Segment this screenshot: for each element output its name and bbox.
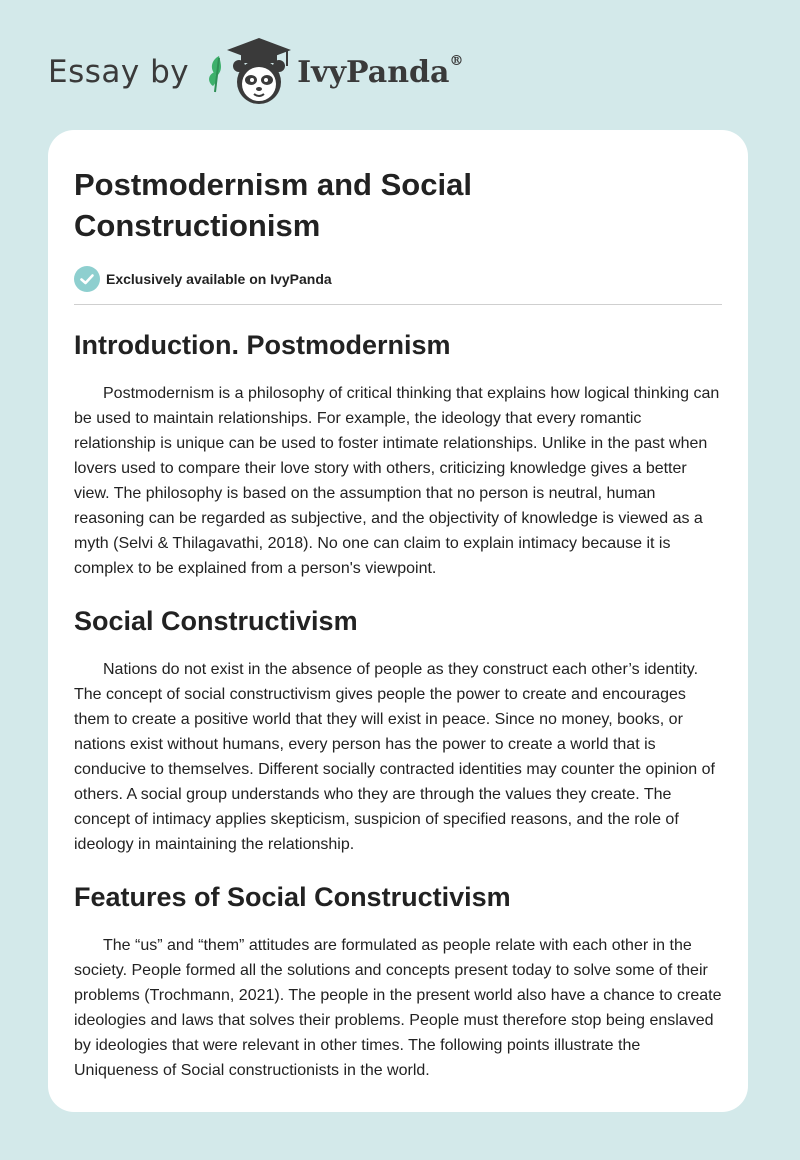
- essay-title: Postmodernism and Social Constructionism: [74, 167, 472, 243]
- site-header: [48, 36, 463, 108]
- section-paragraph: The “us” and “them” attitudes are formulated as people relate with each other in the society. People formed all the solutions and concepts present today to solve some of their problems (Trochmann, 2021). The people in the present world also have a chance to create ideologies and laws that solves their problems. People must therefore stop being enslaved by ideologies that were relevant in other times. The following points illustrate the Uniqueness of Social constructionists in the world.: [74, 937, 722, 1079]
- brand-name[interactable]: IvyPanda®: [297, 52, 464, 90]
- section-heading: Introduction. Postmodernism: [74, 330, 451, 360]
- panda-logo-icon[interactable]: [203, 36, 295, 108]
- check-circle-icon: [74, 266, 100, 292]
- divider: [74, 304, 722, 305]
- section-heading: Social Constructivism: [74, 606, 358, 636]
- exclusive-badge: [74, 266, 722, 292]
- exclusive-badge-label: Exclusively available on IvyPanda: [106, 271, 332, 287]
- essay-card: [48, 130, 748, 1112]
- section-paragraph: Nations do not exist in the absence of people as they construct each other’s identity. The concept of social constructivism gives people the power to create and encourages them to create a positive world that they will exist in peace. Since no money, books, or nations exist without humans, every person has the power to create a world that is conducive to themselves. Different socially contracted identities may counter the opinion of others. A social group understands who they are through the values they create. The concept of intimacy applies skepticism, suspicion of specified reasons, and the role of ideology in maintaining the relationship.: [74, 661, 715, 853]
- section-heading: Features of Social Constructivism: [74, 882, 511, 912]
- section-paragraph: Postmodernism is a philosophy of critical thinking that explains how logical thinking can be used to maintain relationships. For example, the ideology that every romantic relationship is unique can be used to foster intimate relationships. Unlike in the past when lovers used to compare their love story with others, criticizing knowledge gives a better view. The philosophy is based on the assumption that no person is neutral, human reasoning can be regarded as subjective, and the objectivity of knowledge is viewed as a myth (Selvi & Thilagavathi, 2018). No one can claim to explain intimacy because it is complex to be explained from a person's viewpoint.: [74, 385, 720, 577]
- registered-mark: ®: [449, 52, 464, 69]
- essay-by-label: Essay by: [48, 54, 190, 90]
